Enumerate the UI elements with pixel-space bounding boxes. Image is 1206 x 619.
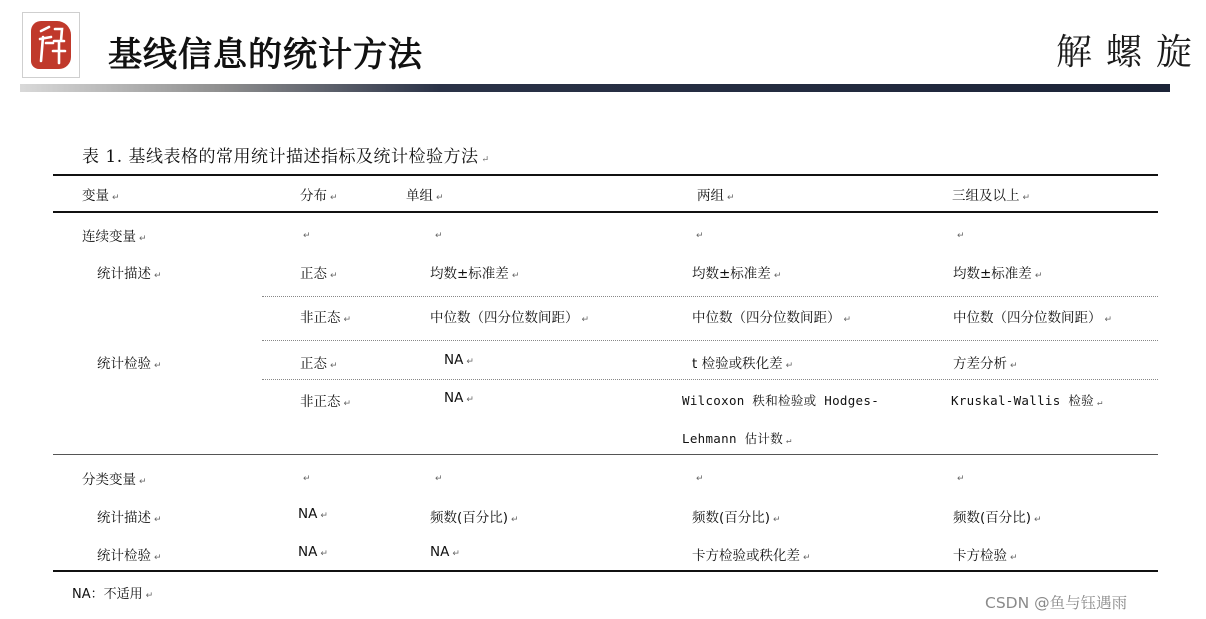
table-cell: NA ↵: [298, 544, 328, 560]
empty-cell: ↵: [303, 474, 311, 484]
table-cell: NA ↵: [444, 352, 474, 368]
row-divider: [262, 296, 1158, 297]
logo: [22, 12, 80, 78]
table-cell: 频数(百分比) ↵: [430, 510, 519, 526]
table-footnote: NA：不适用 ↵: [72, 587, 154, 602]
table-top-rule: [53, 174, 1158, 176]
table-cell: Kruskal-Wallis 检验 ↵: [951, 393, 1103, 408]
table-cell: 中位数（四分位数间距） ↵: [430, 310, 590, 326]
col-header-two-groups: 两组 ↵: [697, 188, 735, 204]
page-title: 基线信息的统计方法: [108, 35, 423, 75]
seal-logo-icon: [31, 21, 71, 69]
empty-cell: ↵: [303, 231, 311, 241]
col-header-distribution: 分布 ↵: [300, 188, 338, 204]
empty-cell: ↵: [957, 231, 965, 241]
empty-cell: ↵: [435, 231, 443, 241]
table-cell: 均数±标准差 ↵: [430, 266, 520, 282]
row-divider: [262, 340, 1158, 341]
row-label-describe: 统计描述 ↵: [97, 266, 162, 282]
table-cell: 卡方检验或秩化差 ↵: [692, 548, 811, 564]
table-cell-continuation: Lehmann 估计数 ↵: [682, 431, 792, 446]
brand-signature: 解螺旋: [1056, 32, 1206, 73]
table-header-rule: [53, 211, 1158, 213]
col-header-three-plus: 三组及以上 ↵: [952, 188, 1031, 204]
distribution-nonnormal: 非正态 ↵: [300, 394, 352, 410]
table-cell: 均数±标准差 ↵: [953, 266, 1043, 282]
watermark: CSDN @鱼与钰遇雨: [985, 594, 1128, 612]
table-bottom-rule: [53, 570, 1158, 572]
empty-cell: ↵: [696, 231, 704, 241]
col-header-single-group: 单组 ↵: [406, 188, 444, 204]
section-divider: [53, 454, 1158, 455]
table-caption: 表 1. 基线表格的常用统计描述指标及统计检验方法 ↵: [82, 147, 490, 167]
row-label-test: 统计检验 ↵: [97, 356, 162, 372]
table-cell: t 检验或秩化差 ↵: [692, 356, 794, 372]
table-cell: 卡方检验 ↵: [953, 548, 1018, 564]
table-cell: 方差分析 ↵: [953, 356, 1018, 372]
section-label-categorical: 分类变量 ↵: [82, 472, 147, 488]
table-cell: NA ↵: [444, 390, 474, 406]
col-header-variable: 变量 ↵: [82, 188, 120, 204]
empty-cell: ↵: [957, 474, 965, 484]
table-cell: NA ↵: [430, 544, 460, 560]
row-label-describe: 统计描述 ↵: [97, 510, 162, 526]
table-cell: 均数±标准差 ↵: [692, 266, 782, 282]
row-label-test: 统计检验 ↵: [97, 548, 162, 564]
table-cell: 频数(百分比) ↵: [953, 510, 1042, 526]
empty-cell: ↵: [696, 474, 704, 484]
table-cell: 频数(百分比) ↵: [692, 510, 781, 526]
section-label-continuous: 连续变量 ↵: [82, 229, 147, 245]
distribution-normal: 正态 ↵: [300, 266, 338, 282]
distribution-nonnormal: 非正态 ↵: [300, 310, 352, 326]
row-divider: [262, 379, 1158, 380]
table-cell: NA ↵: [298, 506, 328, 522]
distribution-normal: 正态 ↵: [300, 356, 338, 372]
header-divider: [20, 84, 1170, 92]
table-cell: Wilcoxon 秩和检验或 Hodges-: [682, 393, 880, 408]
table-cell: 中位数（四分位数间距） ↵: [692, 310, 852, 326]
empty-cell: ↵: [435, 474, 443, 484]
table-cell: 中位数（四分位数间距） ↵: [953, 310, 1113, 326]
